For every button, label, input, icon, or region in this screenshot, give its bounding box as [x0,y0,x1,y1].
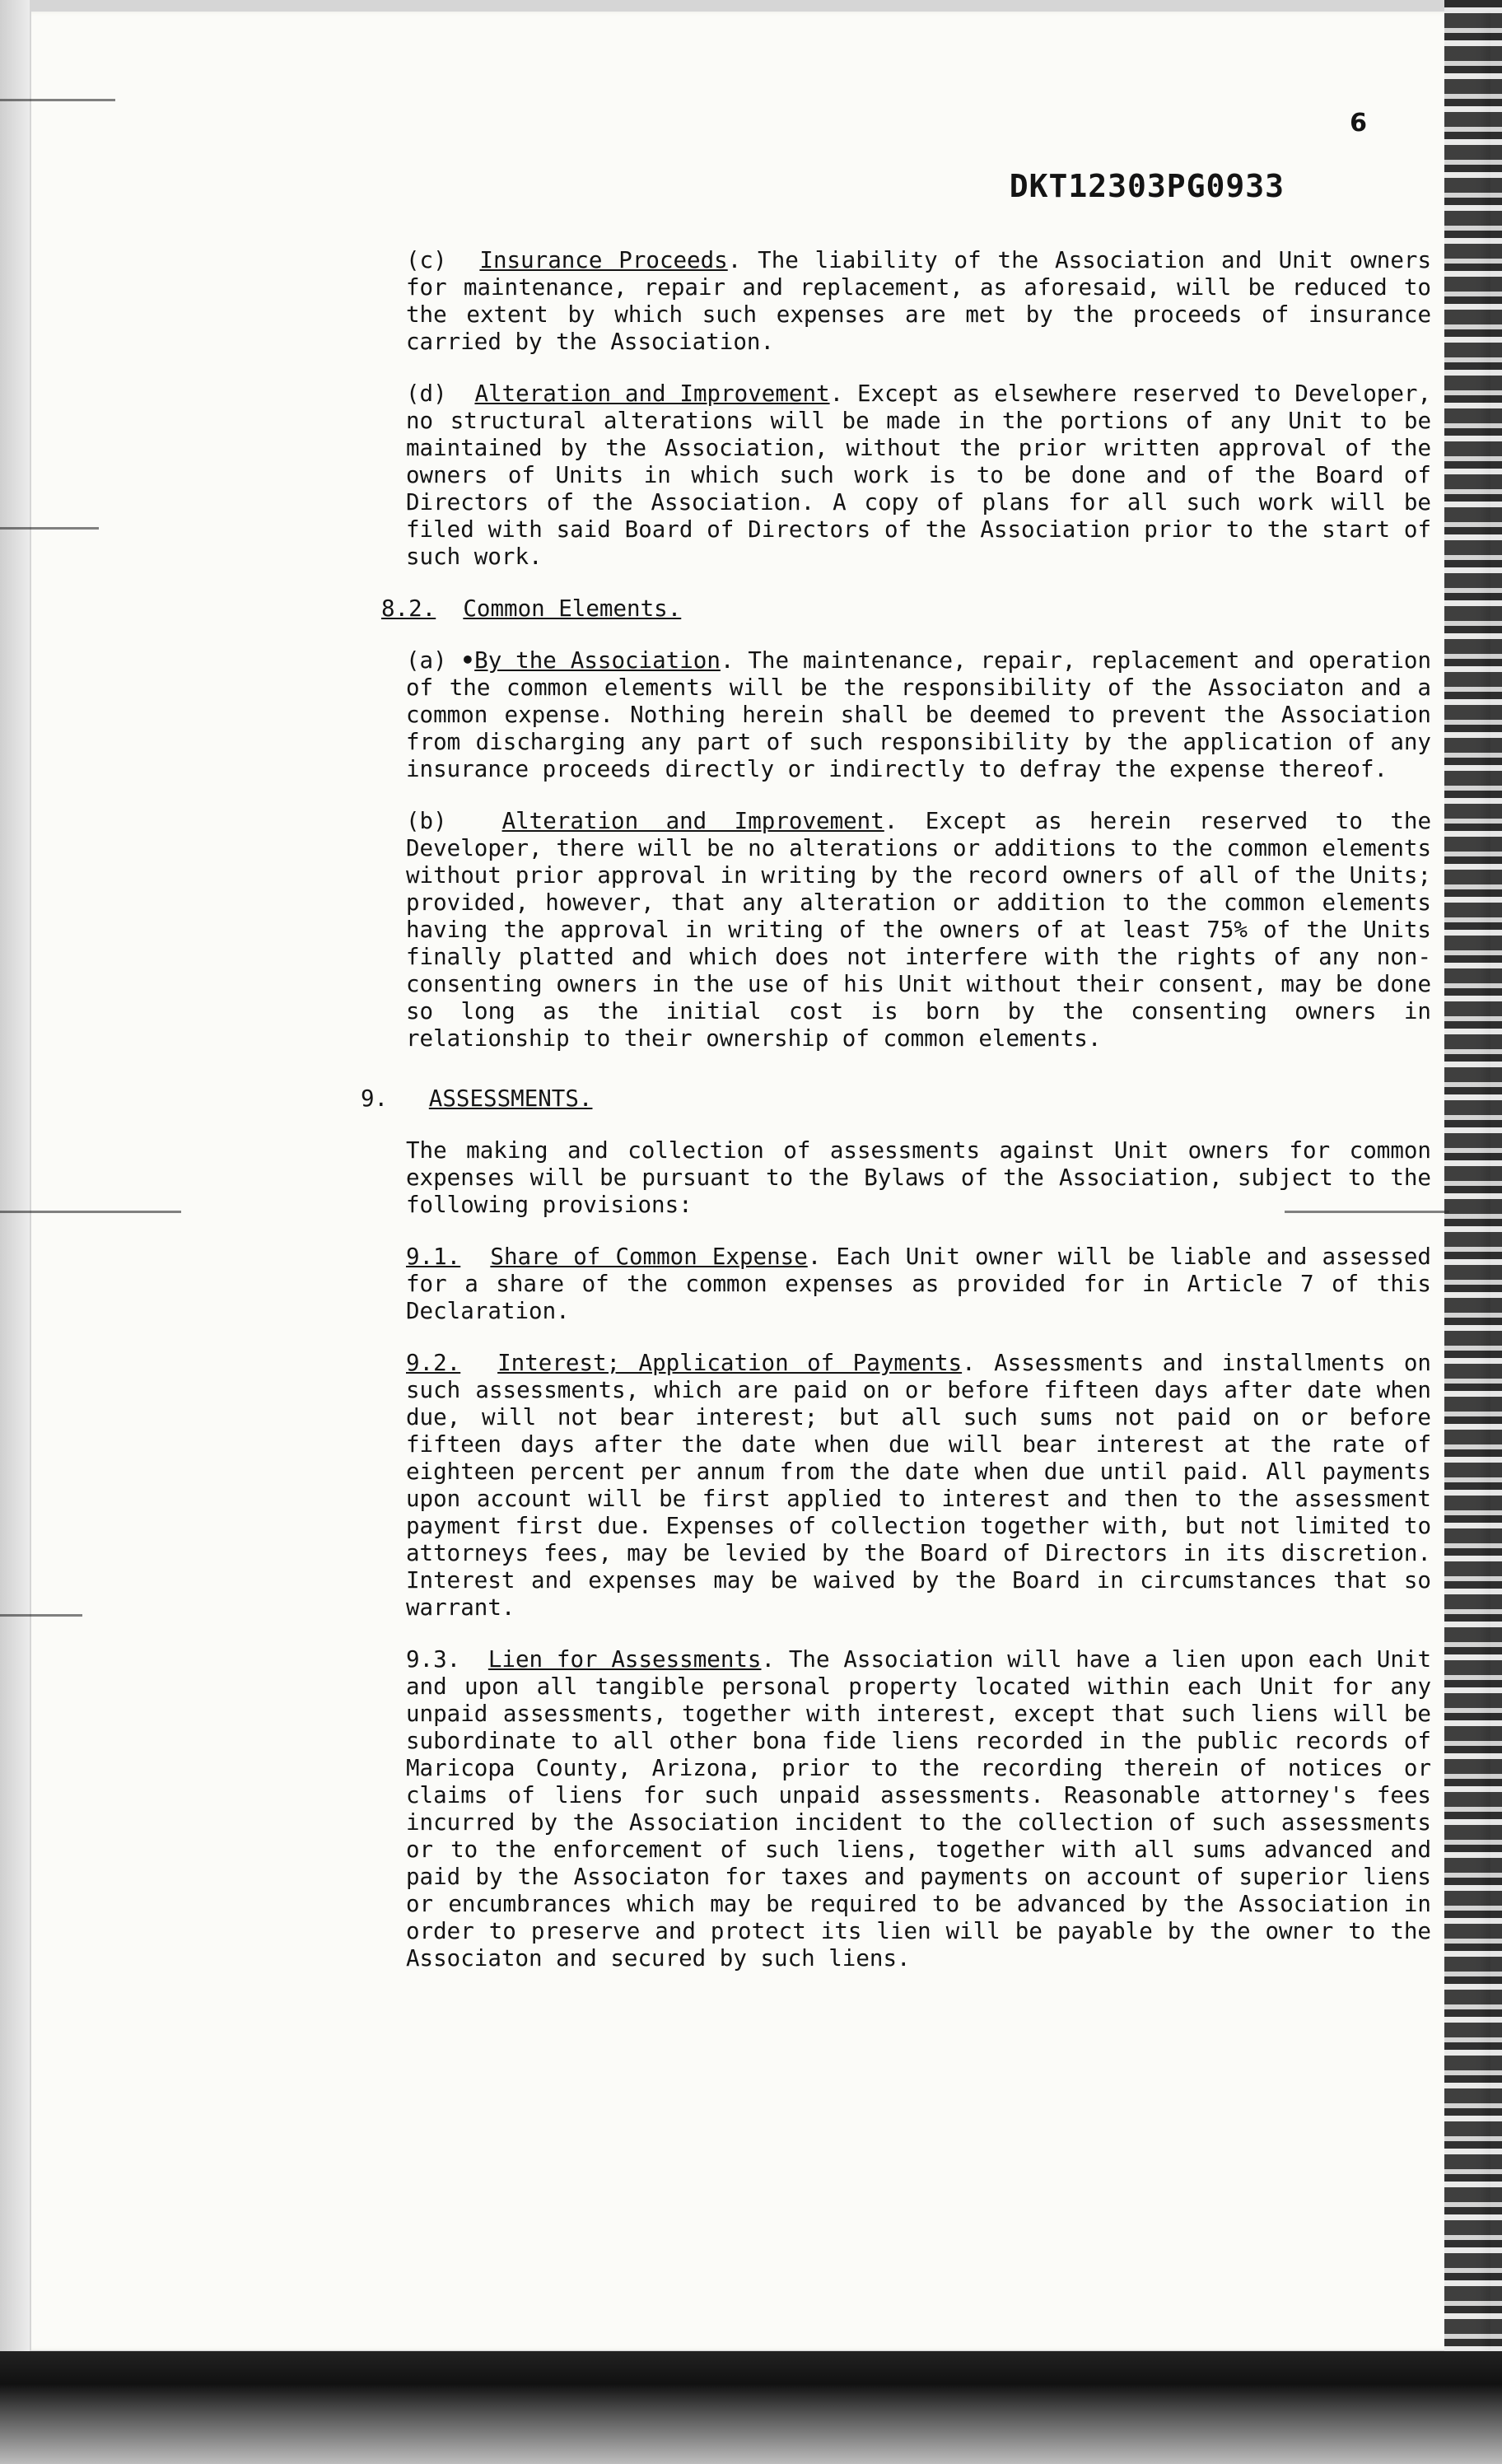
section-title: ASSESSMENTS. [428,1085,593,1112]
paragraph-number: (a) [406,647,447,674]
paragraph-number: (c) [406,247,447,273]
paragraph-text: . The liability of the Association and Unit owners for maintenance, repair and replacement, as aforesaid, will be reduced to the extent by which such expenses are met by the proceeds of insurance carried by the Association. [406,247,1431,355]
paragraph-number: 9.1. [406,1244,461,1270]
scan-dot-mark: • [460,647,475,674]
scan-artifact-line [0,1211,181,1213]
paragraph-lien-for-assessments [196,1646,1431,1972]
scan-artifact-line [0,99,115,101]
scan-left-edge [0,0,30,2464]
scan-artifact-line [1285,1211,1449,1213]
paragraph-number: (d) [406,380,447,407]
paragraph-number: (b) [406,808,447,834]
paragraph-title: Share of Common Expense [490,1244,808,1270]
document-page [31,12,1490,2350]
paragraph-by-the-association [196,647,1431,783]
paragraph-title: Lien for Assessments [487,1646,762,1673]
paragraph-title: By the Association [474,647,721,674]
paragraph-text: . Except as elsewhere reserved to Developer, no structural alterations will be made in the portions of any Unit to be maintained by the Association, without the prior written approval of the owners of Units in which such work is to be done and of the Board of Directors of the Association. A copy of plans for all such work will be filed with said Board of Directors of the Association prior to the start of such work. [406,380,1431,570]
section-heading-9 [196,1085,1431,1113]
section-title: Common Elements. [463,595,682,622]
paragraph-number: 9.3. [406,1646,461,1673]
paragraph-share-common-expense [196,1244,1431,1325]
paragraph-text: The making and collection of assessments against Unit owners for common expenses will be pursuant to the Bylaws of the Association, subject to the following provisions: [406,1137,1431,1218]
paragraph-text: . Assessments and installments on such assessments, which are paid on or before fifteen days after date when due, will not bear interest; but all such sums not paid on or before fifteen days after the date when due will bear interest at the rate of eighteen percent per annum from the date when due until paid. All payments upon account will be first applied to interest and then to the assessment payment first due. Expenses of collection together with, but not limited to attorneys fees, may be levied by the Board of Directors in its discretion. Interest and expenses may be waived by the Board in circumstances that so warrant. [406,1350,1431,1621]
paragraph-title: Interest; Application of Payments [497,1350,963,1376]
paragraph-title: Alteration and Improvement [474,380,830,407]
paragraph-interest-payments [196,1350,1431,1622]
scan-bottom-edge [0,2351,1502,2464]
paragraph-text: . The maintenance, repair, replacement and operation of the common elements will be the responsibility of the Associaton and a common expense. Nothing herein shall be deemed to prevent the Association from discharging any part of such responsibility by the application of any insurance proceeds directly or indirectly to defray the expense thereof. [406,647,1432,782]
paragraph-text: . Except as herein reserved to the Developer, there will be no alterations or additions to the common elements without prior approval in writing by the record owners of all of the Units; provided, however, that any alteration or addition to the common elements having the approval in writing of the owners of at least 75% of the Units finally platted and which does not interfere with the rights of any non-consenting owners in the use of his Unit without their consent, may be done so long as the initial cost is born by the consenting owners in relationship to their ownership of common elements. [406,808,1432,1052]
paragraph-text: . The Association will have a lien upon each Unit and upon all tangible personal property located within each Unit for any unpaid assessments, together with interest, except that such liens will be subordinate to all other bona fide liens recorded in the public records of Maricopa County, Arizona, prior to the recording therein of notices or claims of liens for such unpaid assessments. Reasonable attorney's fees incurred by the Association incident to the collection of such assessments or to the enforcement of such liens, together with all sums advanced and paid by the Associaton for taxes and payments on account of superior liens or encumbrances which may be required to be advanced by the Association in order to preserve and protect its lien will be payable by the owner to the Associaton and secured by such liens. [406,1646,1432,1972]
paragraph-text: . Each Unit owner will be liable and assessed for a share of the common expenses as provided for in Article 7 of this Declaration. [406,1244,1431,1324]
paragraph-alteration-improvement-common [196,808,1431,1052]
paragraph-assessments-intro [196,1137,1431,1219]
document-body [196,247,1431,1997]
section-number: 8.2. [381,595,436,622]
section-heading-8-2 [196,595,1431,623]
docket-stamp: DKT12303PG0933 [1009,168,1285,204]
paragraph-alteration-improvement-unit [196,380,1431,571]
scan-right-edge [1444,0,1502,2464]
page-number: 6 [1350,109,1367,138]
paragraph-title: Insurance Proceeds [479,247,728,273]
scan-artifact-line [0,1614,82,1617]
paragraph-number: 9.2. [406,1350,461,1376]
paragraph-insurance-proceeds [196,247,1431,356]
scan-artifact-line [0,527,99,530]
paragraph-title: Alteration and Improvement [501,808,884,834]
section-number: 9. [361,1085,389,1112]
